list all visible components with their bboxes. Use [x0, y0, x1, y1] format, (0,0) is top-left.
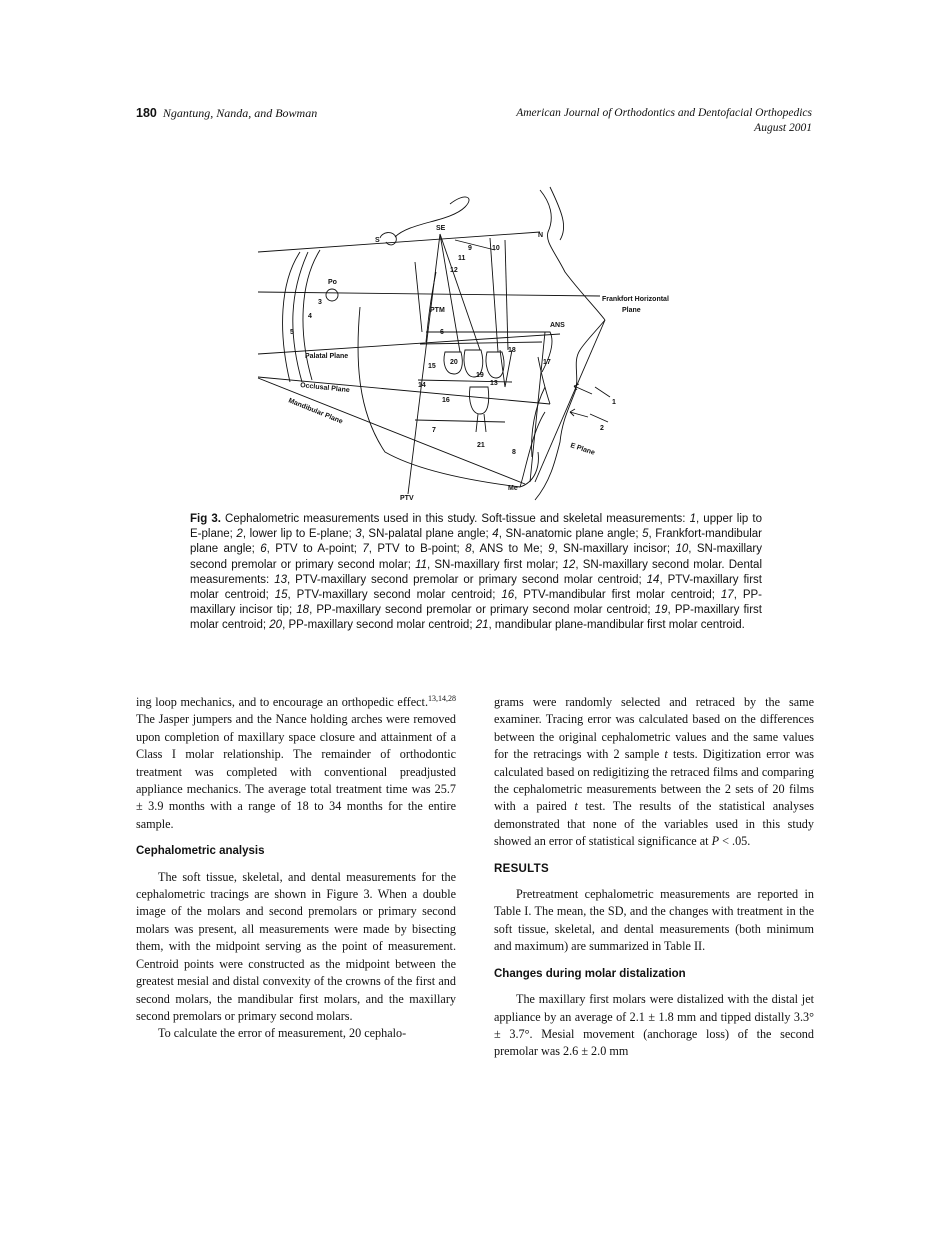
caption-item-number: 15 [274, 589, 288, 602]
caption-item-text: , PP-maxillary incisor tip; [190, 589, 762, 617]
num-20: 20 [450, 359, 458, 366]
caption-item-number: 14 [646, 573, 660, 586]
num-12: 12 [450, 267, 458, 274]
mandibular-plane-line [258, 378, 525, 484]
label-me: Me [508, 485, 518, 492]
caption-item-number: 2 [236, 528, 243, 541]
num-17: 17 [543, 359, 551, 366]
caption-item-text: , SN-maxillary first molar; [427, 558, 563, 571]
caption-item-number: 4 [492, 528, 499, 541]
right-paragraph-1: grams were randomly selected and retraced by the same examiner. Tracing error was calculated based on the differences between the original cephalometric values and the same values for the retracings with 2 sample t tests. Digitization error was calculated based on redigitizing the retraced films and comparing the cephalometric measurements between the 2 sets of 20 films with a paired t test. The results of the statistical analyses demonstrated that none of the variables used in this study showed an error of statistical significance at P < .05. [494, 695, 814, 849]
label-n: N [538, 232, 544, 239]
label-ptm: PTM [430, 307, 445, 314]
num-9: 9 [468, 245, 472, 252]
caption-item-number: 12 [562, 558, 576, 571]
running-header-right [516, 106, 812, 136]
caption-fig-label: Fig 3. [190, 513, 221, 525]
header-authors: Ngantung, Nanda, and Bowman [162, 106, 318, 120]
section-heading: Cephalometric analysis [136, 845, 265, 858]
num-15: 15 [428, 363, 436, 370]
caption-item-text: , upper lip to E-plane; [190, 513, 762, 541]
caption-item-text: , PTV-maxillary second molar centroid; [287, 589, 502, 602]
caption-item-text: , SN-palatal plane angle; [361, 528, 493, 541]
caption-item-text: , lower lip to E-plane; [242, 528, 356, 541]
num-7: 7 [432, 427, 436, 434]
caption-item-text: , PTV to A-point; [266, 543, 363, 556]
num-5: 5 [290, 329, 294, 336]
header-date: August 2001 [754, 122, 812, 134]
right-paragraph-2: Pretreatment cephalometric measurements are reported in Table I. The mean, the SD, and the changes with treatment in the soft tissue, skeletal, and dental measurements (both minimum and maximum) are summarized in Table II. [494, 887, 814, 954]
caption-item-text: , SN-maxillary second molar. Dental measurements: [190, 558, 762, 586]
label-mandibular-plane: Mandibular Plane [287, 397, 344, 426]
label-po: Po [328, 279, 337, 286]
figure-caption [190, 512, 762, 634]
label-occlusal-plane: Occlusal Plane [299, 382, 351, 395]
num-3: 3 [318, 299, 322, 306]
frankfort-line [258, 292, 600, 296]
caption-item-number: 8 [465, 543, 472, 556]
num-13: 13 [490, 380, 498, 387]
caption-item-text: , SN-maxillary second premolar or primary second molar; [190, 543, 762, 571]
caption-item-number: 21 [475, 619, 489, 632]
label-frankfort-2: Plane [622, 307, 641, 314]
caption-item-text: , PTV-maxillary second premolar or primary second molar centroid; [287, 573, 647, 586]
num-16: 16 [442, 397, 450, 404]
caption-item-number: 17 [720, 589, 734, 602]
caption-item-text: , mandibular plane-mandibular first molar centroid. [488, 619, 745, 632]
caption-item-number: 5 [642, 528, 649, 541]
left-paragraph-3: To calculate the error of measurement, 20 cephalo- [158, 1026, 407, 1041]
header-journal: American Journal of Orthodontics and Dentofacial Orthopedics [516, 107, 812, 119]
label-se: SE [436, 225, 446, 232]
num-14: 14 [418, 382, 426, 389]
num-6: 6 [440, 329, 444, 336]
caption-item-text: , PTV-mandibular first molar centroid; [514, 589, 721, 602]
left-paragraph-1: ing loop mechanics, and to encourage an orthopedic effect.$^{13,14,28}$ The Jasper jumpers and the Nance holding arches were removed upon completion of maxillary space closure and attainment of a Class I molar relationship. The remainder of orthodontic treatment was completed with conventional preadjusted appliance mechanics. The average total treatment time was 25.7 ± 3.9 months with a range of 18 to 34 months for the entire sample. [136, 693, 456, 831]
page-number: 180 [136, 106, 157, 120]
num-19: 19 [476, 372, 484, 379]
label-e-plane: E Plane [569, 442, 596, 457]
label-frankfort-1: Frankfort Horizontal [602, 296, 669, 303]
right-paragraph-3: The maxillary first molars were distalized with the distal jet appliance by an average of 2.1 ± 1.8 mm and tipped distally 3.3° ± 3.7°. Mesial movement (anchorage loss) of the second premolar was 2.6 ± 2.0 mm [494, 992, 814, 1059]
caption-item-number: 3 [355, 528, 362, 541]
caption-item-text: , PTV-maxillary first molar centroid; [190, 573, 762, 602]
label-ans: ANS [550, 322, 565, 329]
caption-item-number: 1 [689, 513, 696, 525]
caption-intro: Cephalometric measurements used in this study. Soft-tissue and skeletal measurements: [220, 513, 690, 525]
left-paragraph-2: The soft tissue, skeletal, and dental measurements for the cephalometric tracings are shown in Figure 3. When a double image of the molars and second premolars or primary second molars was present, all measurements were made by bisecting them, with the midpoint serving as the point of measurement. Centroid points were constructed as the midpoint between the greatest mesial and distal convexity of the crowns of the first and second molars, the mandibular first molars, and the maxillary second premolars or primary second molars. [136, 869, 456, 1023]
caption-item-number: 16 [501, 589, 515, 602]
num-8: 8 [512, 449, 516, 456]
caption-item-number: 6 [260, 543, 267, 556]
num-10: 10 [492, 245, 500, 252]
cephalometric-figure [250, 182, 690, 504]
caption-item-number: 10 [675, 543, 689, 556]
left-column [136, 694, 456, 1043]
right-column [494, 694, 814, 1061]
num-1: 1 [612, 399, 616, 406]
caption-item-number: 11 [415, 558, 428, 571]
citation: 13,14,28 [428, 693, 456, 703]
caption-item-number: 9 [548, 543, 555, 556]
label-ptv: PTV [400, 495, 414, 502]
caption-item-text: , SN-anatomic plane angle; [498, 528, 643, 541]
caption-item-text: , PTV to B-point; [368, 543, 466, 556]
num-2: 2 [600, 425, 604, 432]
caption-item-text: , PP-maxillary second premolar or primary second molar centroid; [309, 604, 655, 617]
caption-item-number: 20 [269, 619, 283, 632]
subsection-heading: Changes during molar distalization [494, 967, 686, 980]
caption-item-text: , PP-maxillary second molar centroid; [282, 619, 476, 632]
cephalometric-tracing [250, 182, 690, 504]
num-11: 11 [458, 255, 466, 262]
caption-item-number: 19 [654, 604, 668, 617]
label-s: S [375, 237, 380, 244]
caption-item-number: 18 [296, 604, 310, 617]
caption-item-text: , ANS to Me; [471, 543, 549, 556]
num-18: 18 [508, 347, 516, 354]
running-header-left [136, 106, 317, 121]
num-4: 4 [308, 313, 312, 320]
caption-item-number: 7 [362, 543, 369, 556]
num-21: 21 [477, 442, 485, 449]
results-heading: RESULTS [494, 862, 549, 875]
caption-item-text: , SN-maxillary incisor; [554, 543, 676, 556]
label-palatal-plane: Palatal Plane [305, 353, 349, 360]
caption-item-number: 13 [274, 573, 288, 586]
e-plane-line [535, 320, 605, 482]
caption-items [190, 513, 762, 631]
caption-item-text: , Frankfort-mandibular plane angle; [190, 528, 762, 556]
caption-item-text: , PP-maxillary first molar centroid; [190, 604, 763, 632]
